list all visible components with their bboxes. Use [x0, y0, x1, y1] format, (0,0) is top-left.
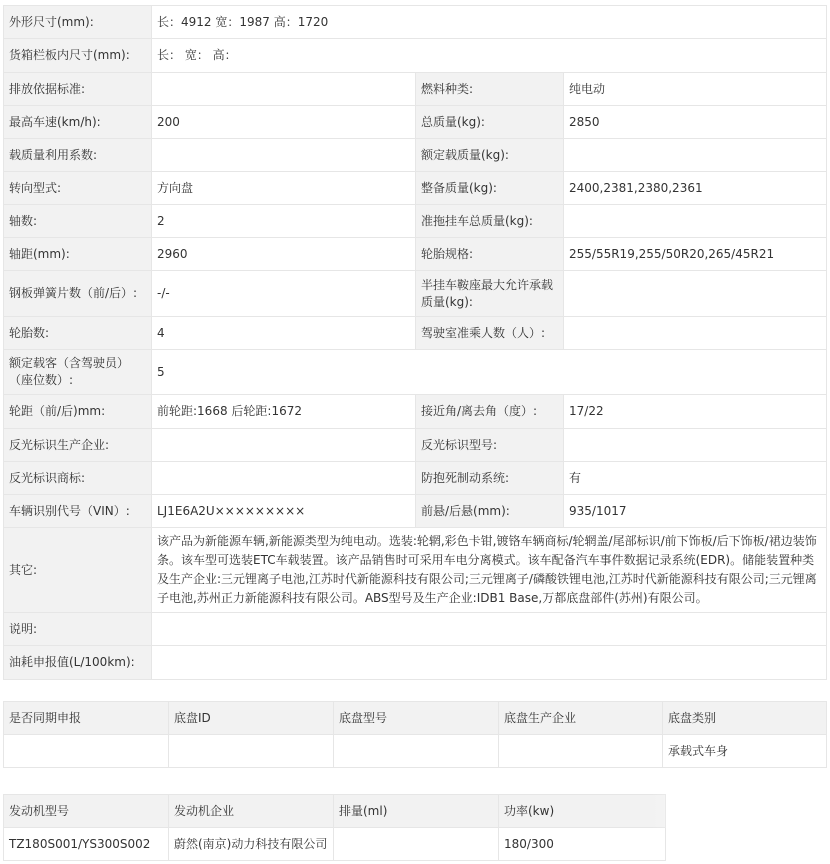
table-row [4, 735, 827, 768]
engine-model-cell: TZ180S001/YS300S002 [4, 828, 169, 861]
spec-row [4, 317, 827, 350]
spec-row [4, 139, 827, 172]
max-speed-label: 最高车速(km/h): [4, 106, 152, 139]
chassis-table [3, 701, 827, 768]
engine-maker-cell: 蔚然(南京)动力科技有限公司 [169, 828, 334, 861]
chassis-category-cell: 承载式车身 [663, 735, 827, 768]
reflector-maker-value [152, 429, 416, 462]
total-mass-value: 2850 [564, 106, 827, 139]
cab-passengers-label: 驾驶室准乘人数（人）: [416, 317, 564, 350]
engine-header-power: 功率(kw) [499, 795, 666, 828]
tire-spec-label: 轮胎规格: [416, 238, 564, 271]
track-width-value: 前轮距:1668 后轮距:1672 [152, 395, 416, 429]
chassis-header-model: 底盘型号 [334, 702, 499, 735]
overhang-value: 935/1017 [564, 495, 827, 528]
track-width-label: 轮距（前/后)mm: [4, 395, 152, 429]
fuel-consumption-value [152, 646, 827, 680]
chassis-header-row [4, 702, 827, 735]
table-row [4, 828, 666, 861]
engine-displacement-cell [334, 828, 499, 861]
engine-table [3, 794, 666, 861]
cargo-size-label: 货箱栏板内尺寸(mm): [4, 39, 152, 73]
tire-spec-value: 255/55R19,255/50R20,265/45R21 [564, 238, 827, 271]
chassis-id-cell [169, 735, 334, 768]
trailer-mass-value [564, 205, 827, 238]
spec-row [4, 271, 827, 317]
axles-label: 轴数: [4, 205, 152, 238]
cab-passengers-value [564, 317, 827, 350]
chassis-header-category: 底盘类别 [663, 702, 827, 735]
engine-header-displacement: 排量(ml) [334, 795, 499, 828]
approach-departure-angle-label: 接近角/离去角（度）: [416, 395, 564, 429]
spec-row [4, 395, 827, 429]
tire-count-value: 4 [152, 317, 416, 350]
rated-load-value [564, 139, 827, 172]
spec-row [4, 205, 827, 238]
abs-label: 防抱死制动系统: [416, 462, 564, 495]
notes-label: 说明: [4, 613, 152, 646]
leaf-spring-value: -/- [152, 271, 416, 317]
spec-row [4, 429, 827, 462]
reflector-maker-label: 反光标识生产企业: [4, 429, 152, 462]
chassis-header-maker: 底盘生产企业 [499, 702, 663, 735]
engine-header-row [4, 795, 666, 828]
max-speed-value: 200 [152, 106, 416, 139]
spec-row [4, 238, 827, 271]
load-utilization-label: 载质量利用系数: [4, 139, 152, 172]
saddle-load-value [564, 271, 827, 317]
axles-value: 2 [152, 205, 416, 238]
total-mass-label: 总质量(kg): [416, 106, 564, 139]
chassis-maker-cell [499, 735, 663, 768]
approach-departure-angle-value: 17/22 [564, 395, 827, 429]
rated-seats-value: 5 [152, 350, 827, 395]
wheelbase-label: 轴距(mm): [4, 238, 152, 271]
curb-mass-label: 整备质量(kg): [416, 172, 564, 205]
saddle-load-label: 半挂车鞍座最大允许承载质量(kg): [416, 271, 564, 317]
spec-row [4, 172, 827, 205]
fuel-type-value: 纯电动 [564, 73, 827, 106]
spec-row-notes [4, 613, 827, 646]
chassis-model-cell [334, 735, 499, 768]
chassis-header-same-period: 是否同期申报 [4, 702, 169, 735]
reflector-brand-label: 反光标识商标: [4, 462, 152, 495]
rated-load-label: 额定载质量(kg): [416, 139, 564, 172]
header-fade-overlay [650, 794, 830, 828]
wheelbase-value: 2960 [152, 238, 416, 271]
vehicle-spec-table [3, 5, 827, 680]
overhang-label: 前悬/后悬(mm): [416, 495, 564, 528]
curb-mass-value: 2400,2381,2380,2361 [564, 172, 827, 205]
tire-count-label: 轮胎数: [4, 317, 152, 350]
spec-row-seats [4, 350, 827, 395]
cargo-size-value: 长： 宽： 高： [152, 39, 827, 73]
spec-row [4, 462, 827, 495]
other-value: 该产品为新能源车辆,新能源类型为纯电动。选装:轮辋,彩色卡钳,镀铬车辆商标/轮辋盖/尾部标识/前下饰板/后下饰板/裙边装饰条。该车型可选装ETC车载装置。该产品销售时可采用车电分离模式。该车配备汽车事件数据记录系统(EDR)。储能装置种类及生产企业:三元锂离子电池,江苏时代新能源科技有限公司;三元锂离子/磷酸铁锂电池,江苏时代新能源科技有限公司;三元锂离子电池,苏州正力新能源科技有限公司。ABS型号及生产企业:IDB1 Base,万都底盘部件(苏州)有限公司。 [152, 528, 827, 613]
spec-row [4, 106, 827, 139]
reflector-model-label: 反光标识型号: [416, 429, 564, 462]
fuel-type-label: 燃料种类: [416, 73, 564, 106]
notes-value [152, 613, 827, 646]
spec-row [4, 73, 827, 106]
fuel-consumption-label: 油耗申报值(L/100km): [4, 646, 152, 680]
dimensions-label: 外形尺寸(mm): [4, 6, 152, 39]
reflector-brand-value [152, 462, 416, 495]
spec-row-other [4, 528, 827, 613]
leaf-spring-label: 钢板弹簧片数（前/后）: [4, 271, 152, 317]
rated-seats-label: 额定载客（含驾驶员）（座位数）: [4, 350, 152, 395]
reflector-model-value [564, 429, 827, 462]
engine-header-maker: 发动机企业 [169, 795, 334, 828]
engine-header-model: 发动机型号 [4, 795, 169, 828]
emission-standard-label: 排放依据标准: [4, 73, 152, 106]
trailer-mass-label: 准拖挂车总质量(kg): [416, 205, 564, 238]
steering-type-label: 转向型式: [4, 172, 152, 205]
abs-value: 有 [564, 462, 827, 495]
load-utilization-value [152, 139, 416, 172]
spec-row-cargo [4, 39, 827, 73]
chassis-header-id: 底盘ID [169, 702, 334, 735]
other-label: 其它: [4, 528, 152, 613]
emission-standard-value [152, 73, 416, 106]
steering-type-value: 方向盘 [152, 172, 416, 205]
vin-label: 车辆识别代号（VIN）: [4, 495, 152, 528]
spec-row-dimensions [4, 6, 827, 39]
vin-value: LJ1E6A2U××××××××× [152, 495, 416, 528]
spec-row-consumption [4, 646, 827, 680]
spec-row [4, 495, 827, 528]
chassis-same-period-cell [4, 735, 169, 768]
engine-power-cell: 180/300 [499, 828, 666, 861]
dimensions-value: 长：4912 宽：1987 高：1720 [152, 6, 827, 39]
